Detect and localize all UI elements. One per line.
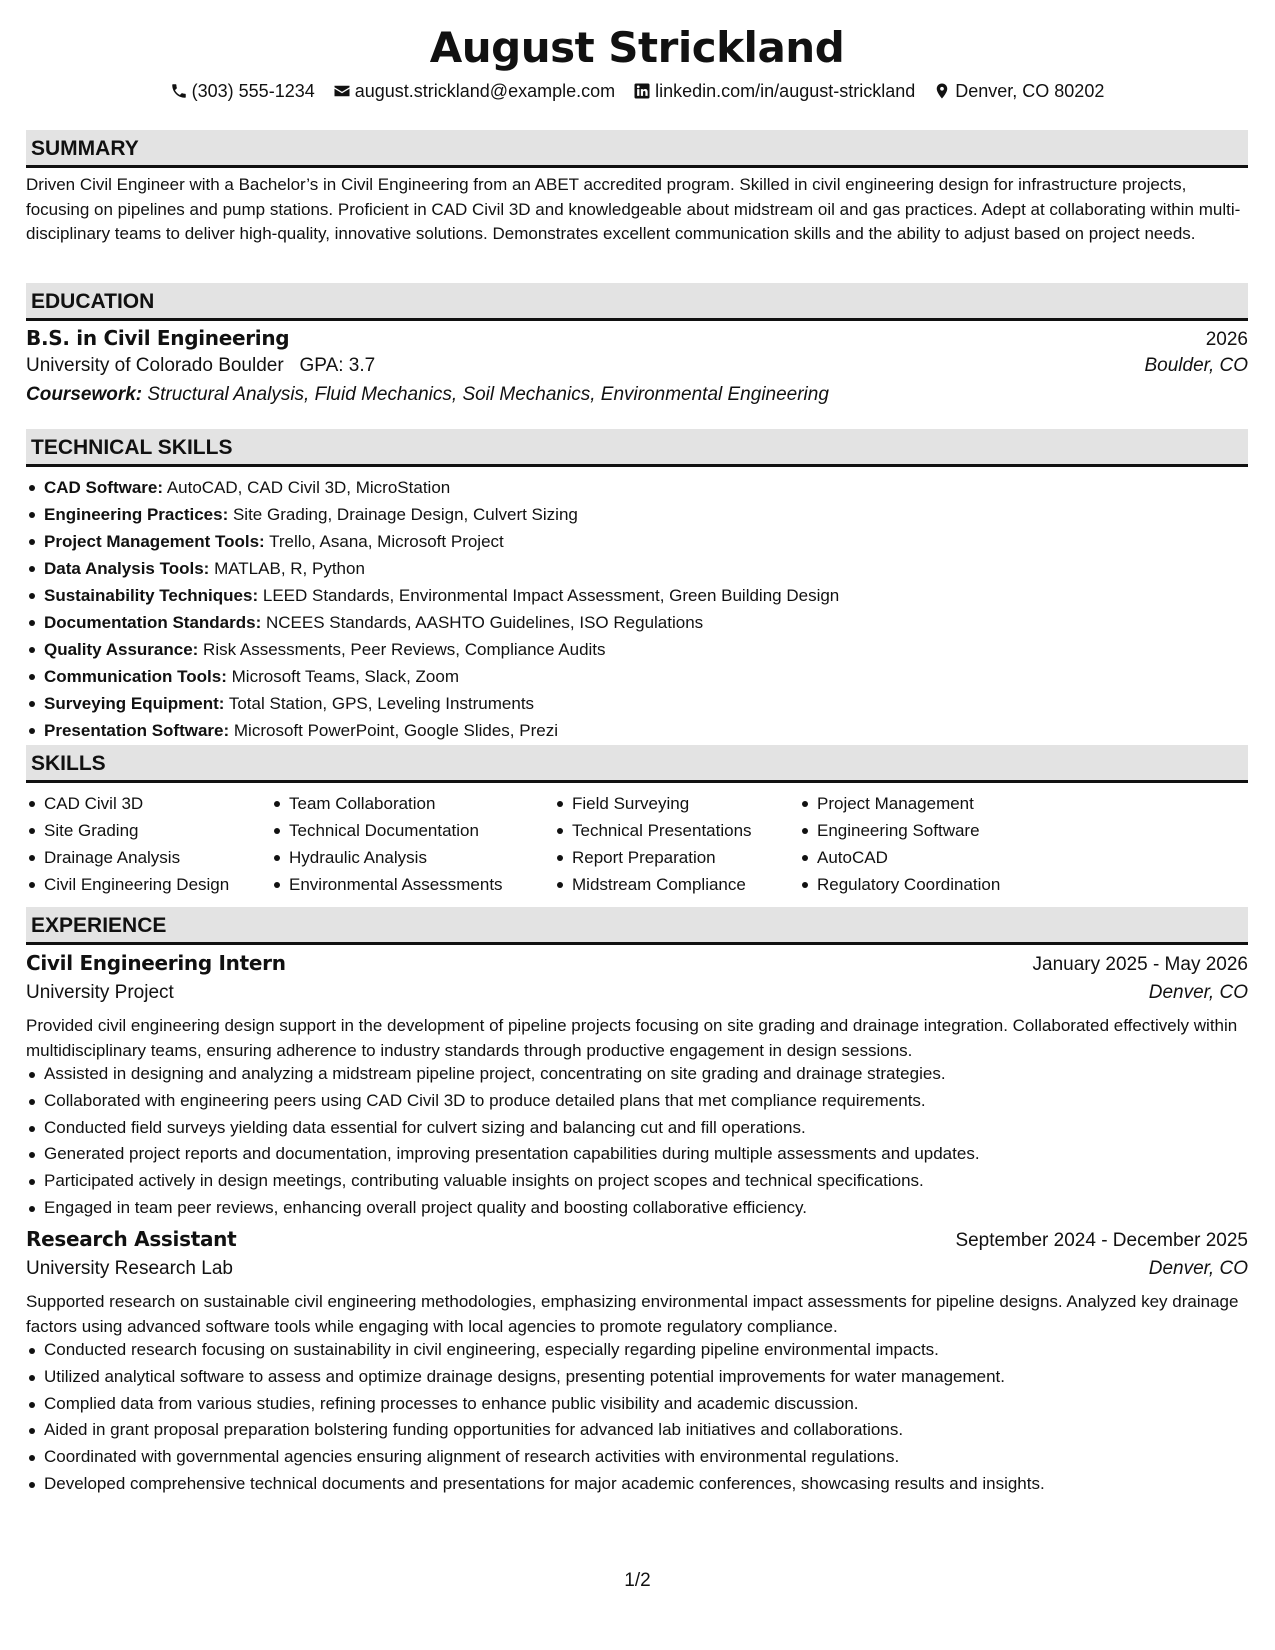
education-heading-text: EDUCATION bbox=[31, 290, 155, 313]
technical-skill-value: Total Station, GPS, Leveling Instruments bbox=[228, 694, 535, 713]
technical-skill-item bbox=[26, 501, 839, 528]
experience-heading-text: EXPERIENCE bbox=[31, 914, 167, 937]
candidate-name: August Strickland bbox=[429, 23, 845, 72]
skill-item: Engineering Software bbox=[799, 817, 1059, 844]
skills-column-4 bbox=[799, 790, 1059, 898]
technical-skill-value: Microsoft Teams, Slack, Zoom bbox=[231, 667, 459, 686]
technical-skill-value: LEED Standards, Environmental Impact Assessment, Green Building Design bbox=[262, 586, 840, 605]
skill-item: Environmental Assessments bbox=[271, 871, 554, 898]
school-line bbox=[26, 355, 375, 377]
skills-heading bbox=[26, 745, 1248, 783]
technical-skill-value: Site Grading, Drainage Design, Culvert Sizing bbox=[232, 505, 578, 524]
contact-email[interactable] bbox=[333, 78, 615, 104]
job-bullet: Aided in grant proposal preparation bolstering funding opportunities for advanced lab initiatives and collaborations. bbox=[26, 1417, 1045, 1444]
job-2-summary: Supported research on sustainable civil engineering methodologies, emphasizing environmental impact assessments for pipeline designs. Analyzed key drainage factors using advanced software tools while engaging with local agencies to promote regulatory compliance. bbox=[26, 1292, 1239, 1336]
technical-skill-label: Quality Assurance: bbox=[44, 640, 199, 659]
skill-item: Drainage Analysis bbox=[26, 844, 271, 871]
skill-item: Site Grading bbox=[26, 817, 271, 844]
technical-skill-value: Microsoft PowerPoint, Google Slides, Prezi bbox=[233, 721, 558, 740]
technical-skill-label: Sustainability Techniques: bbox=[44, 586, 259, 605]
gpa: GPA: 3.7 bbox=[299, 355, 376, 376]
technical-skills-list bbox=[26, 474, 839, 744]
contact-linkedin[interactable] bbox=[633, 78, 915, 104]
technical-skill-item bbox=[26, 690, 839, 717]
coursework-line bbox=[26, 384, 829, 406]
job-2-org-row bbox=[26, 1258, 1248, 1280]
technical-skill-item bbox=[26, 555, 839, 582]
education-school-row bbox=[26, 355, 1248, 377]
skills-grid bbox=[26, 790, 1059, 898]
page-number: 1/2 bbox=[624, 1570, 651, 1591]
skill-item: Project Management bbox=[799, 790, 1059, 817]
job-1-title: Civil Engineering Intern bbox=[26, 951, 286, 975]
technical-skill-value: MATLAB, R, Python bbox=[214, 559, 365, 578]
phone-icon bbox=[170, 82, 188, 100]
email-text: august.strickland@example.com bbox=[354, 81, 616, 101]
coursework-label: Coursework: bbox=[26, 384, 143, 405]
skill-item: Report Preparation bbox=[554, 844, 799, 871]
skill-item: Regulatory Coordination bbox=[799, 871, 1059, 898]
skills-column-2 bbox=[271, 790, 554, 898]
job-1-org: University Project bbox=[26, 982, 174, 1003]
job-bullet: Conducted research focusing on sustainability in civil engineering, especially regarding pipeline environmental impacts. bbox=[26, 1337, 1045, 1364]
technical-skill-item bbox=[26, 717, 839, 744]
job-bullet: Developed comprehensive technical documents and presentations for major academic conferences, showcasing results and insights. bbox=[26, 1471, 1045, 1498]
job-bullet: Collaborated with engineering peers using CAD Civil 3D to produce detailed plans that met compliance requirements. bbox=[26, 1088, 980, 1115]
job-2-dates: September 2024 - December 2025 bbox=[955, 1230, 1248, 1251]
location-text: Denver, CO 80202 bbox=[955, 81, 1105, 101]
skill-item: Hydraulic Analysis bbox=[271, 844, 554, 871]
job-bullet: Assisted in designing and analyzing a midstream pipeline project, concentrating on site grading and drainage strategies. bbox=[26, 1061, 980, 1088]
phone-text: (303) 555-1234 bbox=[191, 81, 315, 101]
coursework-row bbox=[26, 384, 1248, 406]
technical-skill-item bbox=[26, 609, 839, 636]
summary-heading bbox=[26, 130, 1248, 168]
job-1-bullets bbox=[26, 1061, 980, 1222]
job-bullet: Complied data from various studies, refining processes to enhance public visibility and academic discussion. bbox=[26, 1391, 1045, 1418]
job-1-org-row bbox=[26, 982, 1248, 1004]
technical-skill-value: Risk Assessments, Peer Reviews, Compliance Audits bbox=[203, 640, 606, 659]
technical-skill-label: Project Management Tools: bbox=[44, 532, 265, 551]
job-bullet: Conducted field surveys yielding data essential for culvert sizing and balancing cut and fill operations. bbox=[26, 1115, 980, 1142]
job-1-title-row bbox=[26, 951, 1248, 976]
summary-heading-text: SUMMARY bbox=[31, 137, 139, 160]
degree-title: B.S. in Civil Engineering bbox=[26, 326, 290, 350]
technical-skill-value: AutoCAD, CAD Civil 3D, MicroStation bbox=[166, 478, 451, 497]
contact-bar bbox=[26, 78, 1248, 104]
skill-item: Midstream Compliance bbox=[554, 871, 799, 898]
job-1-summary: Provided civil engineering design support in the development of pipeline projects focusing on site grading and drainage integration. Collaborated effectively within multidisciplinary teams, ensuring adherence to industry standards through productive engagement in design sessions. bbox=[26, 1016, 1238, 1060]
skill-item: Team Collaboration bbox=[271, 790, 554, 817]
job-2-title: Research Assistant bbox=[26, 1227, 237, 1251]
job-1-location: Denver, CO bbox=[1148, 982, 1248, 1003]
technical-skill-value: NCEES Standards, AASHTO Guidelines, ISO Regulations bbox=[265, 613, 704, 632]
technical-skills-heading bbox=[26, 429, 1248, 467]
contact-location bbox=[933, 78, 1104, 104]
technical-skill-item bbox=[26, 528, 839, 555]
technical-skill-item bbox=[26, 582, 839, 609]
job-bullet: Coordinated with governmental agencies ensuring alignment of research activities with environmental regulations. bbox=[26, 1444, 1045, 1471]
job-bullet: Generated project reports and documentation, improving presentation capabilities during multiple assessments and updates. bbox=[26, 1141, 980, 1168]
school-location: Boulder, CO bbox=[1144, 355, 1248, 376]
technical-skill-item bbox=[26, 663, 839, 690]
map-pin-icon bbox=[933, 82, 951, 100]
skills-column-1 bbox=[26, 790, 271, 898]
envelope-icon bbox=[333, 82, 351, 100]
job-2-org: University Research Lab bbox=[26, 1258, 233, 1279]
skills-column-3 bbox=[554, 790, 799, 898]
skill-item: Technical Presentations bbox=[554, 817, 799, 844]
skill-item: Technical Documentation bbox=[271, 817, 554, 844]
education-heading bbox=[26, 283, 1248, 321]
job-2-location: Denver, CO bbox=[1148, 1258, 1248, 1279]
linkedin-icon bbox=[633, 82, 651, 100]
technical-skill-item bbox=[26, 636, 839, 663]
contact-phone[interactable] bbox=[170, 78, 315, 104]
experience-heading bbox=[26, 907, 1248, 945]
technical-skill-item bbox=[26, 474, 839, 501]
technical-skill-label: Communication Tools: bbox=[44, 667, 227, 686]
technical-skill-label: CAD Software: bbox=[44, 478, 164, 497]
job-2-bullets bbox=[26, 1337, 1045, 1498]
linkedin-text: linkedin.com/in/august-strickland bbox=[655, 81, 916, 101]
job-bullet: Participated actively in design meetings, contributing valuable insights on project scopes and technical specifications. bbox=[26, 1168, 980, 1195]
technical-skill-label: Presentation Software: bbox=[44, 721, 230, 740]
job-2-title-row bbox=[26, 1227, 1248, 1252]
summary-text: Driven Civil Engineer with a Bachelor’s in Civil Engineering from an ABET accredited program. Skilled in civil engineering design for infrastructure projects, focusing on pipelines and pump stations. Proficient in CAD Civil 3D and knowledgeable about midstream oil and gas practices. Adept at collaborating within multi-disciplinary teams to deliver high-quality, innovative solutions. Demonstrates excellent communication skills and the ability to adjust based on project needs. bbox=[26, 175, 1241, 243]
resume-page bbox=[26, 0, 1248, 1650]
technical-skill-label: Engineering Practices: bbox=[44, 505, 229, 524]
job-bullet: Engaged in team peer reviews, enhancing overall project quality and boosting collaborative efficiency. bbox=[26, 1195, 980, 1222]
coursework-list: Structural Analysis, Fluid Mechanics, Soil Mechanics, Environmental Engineering bbox=[147, 384, 829, 405]
job-1-dates: January 2025 - May 2026 bbox=[1032, 954, 1248, 975]
skill-item: CAD Civil 3D bbox=[26, 790, 271, 817]
technical-skill-label: Documentation Standards: bbox=[44, 613, 262, 632]
technical-skill-label: Surveying Equipment: bbox=[44, 694, 225, 713]
school-name: University of Colorado Boulder bbox=[26, 355, 284, 376]
skill-item: AutoCAD bbox=[799, 844, 1059, 871]
technical-skill-label: Data Analysis Tools: bbox=[44, 559, 210, 578]
technical-skill-value: Trello, Asana, Microsoft Project bbox=[269, 532, 504, 551]
technical-skills-heading-text: TECHNICAL SKILLS bbox=[31, 436, 233, 459]
skill-item: Civil Engineering Design bbox=[26, 871, 271, 898]
job-bullet: Utilized analytical software to assess and optimize drainage designs, presenting potential improvements for water management. bbox=[26, 1364, 1045, 1391]
education-degree-row bbox=[26, 326, 1248, 351]
skill-item: Field Surveying bbox=[554, 790, 799, 817]
graduation-year: 2026 bbox=[1205, 329, 1248, 350]
skills-heading-text: SKILLS bbox=[31, 752, 106, 775]
